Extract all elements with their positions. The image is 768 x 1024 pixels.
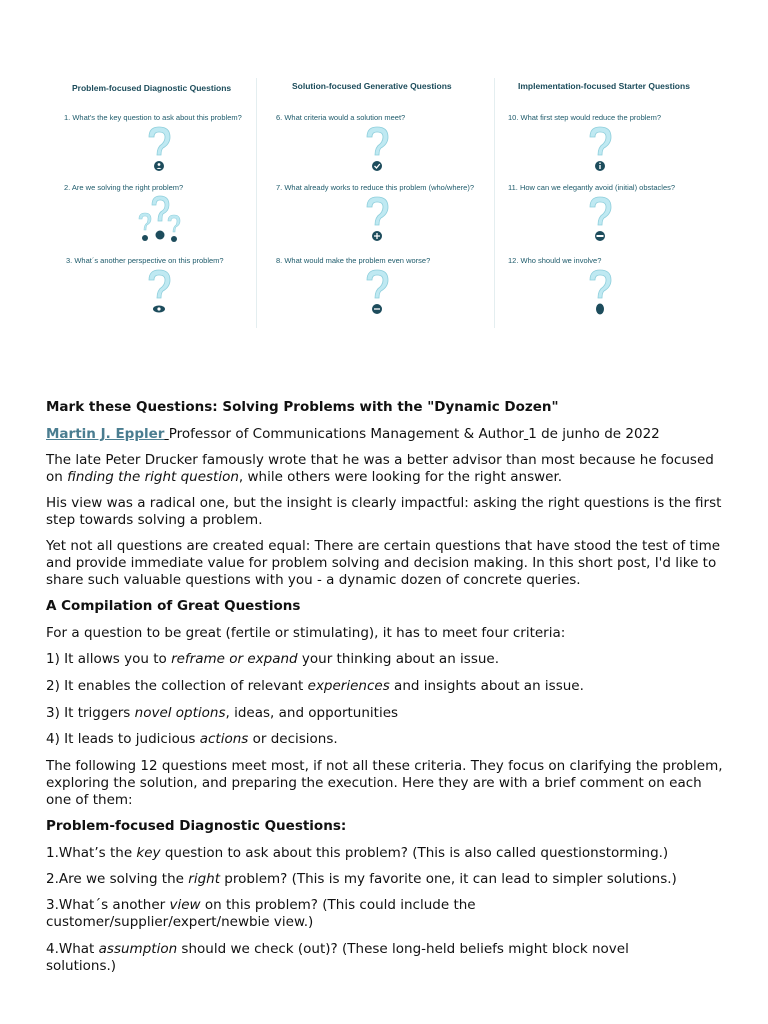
- text-segment: 4.What: [46, 941, 99, 957]
- paragraph-criteria-intro: For a question to be great (fertile or stimulating), it has to meet four criteria:: [46, 625, 566, 641]
- question-mark-eye-icon: [144, 268, 174, 316]
- section-heading-problem-focused: Problem-focused Diagnostic Questions:: [46, 818, 347, 834]
- text-segment: question to ask about this problem? (This is also called questionstorming.): [160, 845, 669, 861]
- question-mark-person-icon: [585, 268, 615, 316]
- author-link[interactable]: Martin J. Eppler: [46, 426, 165, 442]
- paragraph-drucker: [46, 452, 726, 486]
- emphasis: novel options: [134, 705, 226, 721]
- text-segment: your thinking about an issue.: [297, 651, 500, 667]
- text-segment: or decisions.: [248, 731, 338, 747]
- emphasis: right: [188, 871, 220, 887]
- multiple-question-marks-icon: [136, 193, 186, 245]
- text-segment: , while others were looking for the right answer.: [238, 469, 563, 485]
- author-line: [46, 426, 726, 443]
- question-mark-person-icon: [144, 125, 174, 173]
- column-divider: [494, 78, 495, 328]
- text-segment: 3) It triggers: [46, 705, 135, 721]
- column-title-problem: Problem-focused Diagnostic Questions: [72, 83, 232, 93]
- text-segment: on this problem? (This could include the customer/supplier/expert/newbie view.): [46, 897, 476, 930]
- question-mark-check-icon: [362, 125, 392, 173]
- criterion-1: [46, 651, 726, 668]
- text-segment: 1.What’s the: [46, 845, 137, 861]
- text-segment: should we check (out)? (These long-held beliefs might block novel solutions.): [46, 941, 629, 974]
- text-segment: 4) It leads to judicious: [46, 731, 200, 747]
- questions-figure: [56, 78, 716, 328]
- author-role: Professor of Communications Management & Author: [168, 426, 524, 442]
- emphasis: experiences: [307, 678, 390, 694]
- question-item-3: [46, 897, 516, 931]
- emphasis: finding the right question: [67, 469, 239, 485]
- figure-question-12: 12. Who should we involve?: [508, 256, 602, 265]
- question-item-1: [46, 845, 726, 862]
- column-divider: [256, 78, 257, 328]
- figure-question-11: 11. How can we elegantly avoid (initial) obstacles?: [508, 183, 676, 192]
- question-mark-plus-icon: [362, 195, 392, 243]
- criterion-2: [46, 678, 726, 695]
- paragraph-following: The following 12 questions meet most, if not all these criteria. They focus on clarifying the problem, exploring the solution, and preparing the execution. Here they are with a brief comment on each one of them:: [46, 758, 723, 808]
- figure-question-10: 10. What first step would reduce the problem?: [508, 113, 661, 122]
- paragraph-questions: Yet not all questions are created equal: There are certain questions that have stood the test of time and provide immediate value for problem solving and decision making. In this short post, I'd like to share such valuable questions with you - a dynamic dozen of concrete queries.: [46, 538, 721, 588]
- question-mark-stop-icon: [585, 195, 615, 243]
- question-item-4: [46, 941, 686, 975]
- emphasis: actions: [199, 731, 249, 747]
- text-segment: 2) It enables the collection of relevant: [46, 678, 308, 694]
- section-heading-compilation: A Compilation of Great Questions: [46, 598, 301, 614]
- figure-question-1: 1. What's the key question to ask about this problem?: [64, 113, 242, 122]
- text-segment: and insights about an issue.: [389, 678, 584, 694]
- question-item-2: [46, 871, 726, 888]
- question-mark-minus-icon: [362, 268, 392, 316]
- publish-date: 1 de junho de 2022: [528, 426, 660, 442]
- emphasis: reframe or expand: [171, 651, 298, 667]
- criterion-3: [46, 705, 726, 722]
- article-title: Mark these Questions: Solving Problems with the "Dynamic Dozen": [46, 399, 559, 415]
- text-segment: 2.Are we solving the: [46, 871, 189, 887]
- figure-question-2: 2. Are we solving the right problem?: [64, 183, 184, 192]
- text-segment: 3.What´s another: [46, 897, 170, 913]
- text-segment: 1) It allows you to: [46, 651, 172, 667]
- text-segment: , ideas, and opportunities: [225, 705, 399, 721]
- text-segment: problem? (This is my favorite one, it can lead to simpler solutions.): [220, 871, 677, 887]
- column-title-implementation: Implementation-focused Starter Questions: [518, 81, 690, 91]
- emphasis: assumption: [98, 941, 178, 957]
- emphasis: key: [136, 845, 161, 861]
- paragraph-view: His view was a radical one, but the insight is clearly impactful: asking the right questions is the first step towards solving a problem.: [46, 495, 722, 528]
- figure-question-6: 6. What criteria would a solution meet?: [276, 113, 406, 122]
- text-segment: The late Peter Drucker famously wrote that he was a better advisor than most because he focused on: [46, 452, 714, 485]
- figure-question-3: 3. What´s another perspective on this problem?: [66, 256, 224, 265]
- question-mark-info-icon: [585, 125, 615, 173]
- figure-question-7: 7. What already works to reduce this problem (who/where)?: [276, 183, 475, 192]
- criterion-4: [46, 731, 726, 748]
- emphasis: view: [169, 897, 201, 913]
- figure-question-8: 8. What would make the problem even worse?: [276, 256, 431, 265]
- column-title-solution: Solution-focused Generative Questions: [292, 81, 452, 91]
